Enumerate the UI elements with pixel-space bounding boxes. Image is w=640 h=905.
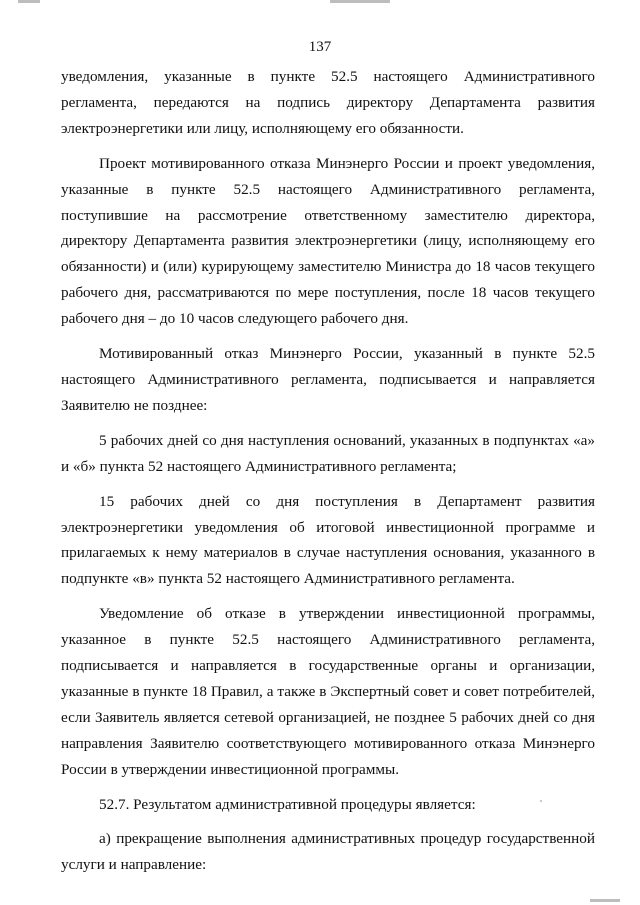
paragraph: 5 рабочих дней со дня наступления оснований, указанных в подпунктах «а» и «б» пункта 52 настоящего Административного регламента; — [61, 431, 595, 475]
paragraph: Уведомление об отказе в утверждении инвестиционной программы, указанное в пункте 52.5 настоящего Административного регламента, подписывается и направляется в государственные органы и организации, указанные в пункте 18 Правил, а также в Экспертный совет и совет потребителей, если Заявитель является сетевой организацией, не позднее 5 рабочих дней со дня направления Заявителю соответствующего мотивированного отказа Минэнерго России в утверждении инвестиционной программы. — [61, 605, 595, 778]
paragraph: 15 рабочих дней со дня поступления в Департамент развития электроэнергетики уведомления об итоговой инвестиционной программе и прилагаемых к нему материалов в случае наступления основания, указанного в подпункте «в» пункта 52 настоящего Административного регламента. — [61, 492, 595, 588]
paragraph: Проект мотивированного отказа Минэнерго России и проект уведомления, указанные в пункте 52.5 настоящего Административного регламента, поступившие на рассмотрение ответственному заместителю директора, директору Департамента развития электроэнергетики (лицу, исполняющему его обязанности) и (или) курирующему заместителю Министра до 18 часов текущего рабочего дня, рассматриваются по мере поступления, после 18 часов текущего рабочего дня – до 10 часов следующего рабочего дня. — [61, 154, 595, 328]
section-heading: 52.7. Результатом административной процедуры является: — [99, 795, 476, 813]
document-body — [61, 64, 595, 878]
paragraph: а) прекращение выполнения административных процедур государственной услуги и направление: — [61, 830, 595, 874]
page-number: 137 — [308, 39, 332, 55]
scan-artifact — [590, 899, 620, 902]
scan-artifact — [18, 0, 40, 3]
paragraph: Мотивированный отказ Минэнерго России, указанный в пункте 52.5 настоящего Административного регламента, подписывается и направляется Заявителю не позднее: — [61, 345, 595, 414]
scan-artifact — [330, 0, 390, 3]
paragraph-continuation: уведомления, указанные в пункте 52.5 настоящего Административного регламента, передаются на подпись директору Департамента развития электроэнергетики или лицу, исполняющему его обязанности. — [61, 68, 595, 137]
